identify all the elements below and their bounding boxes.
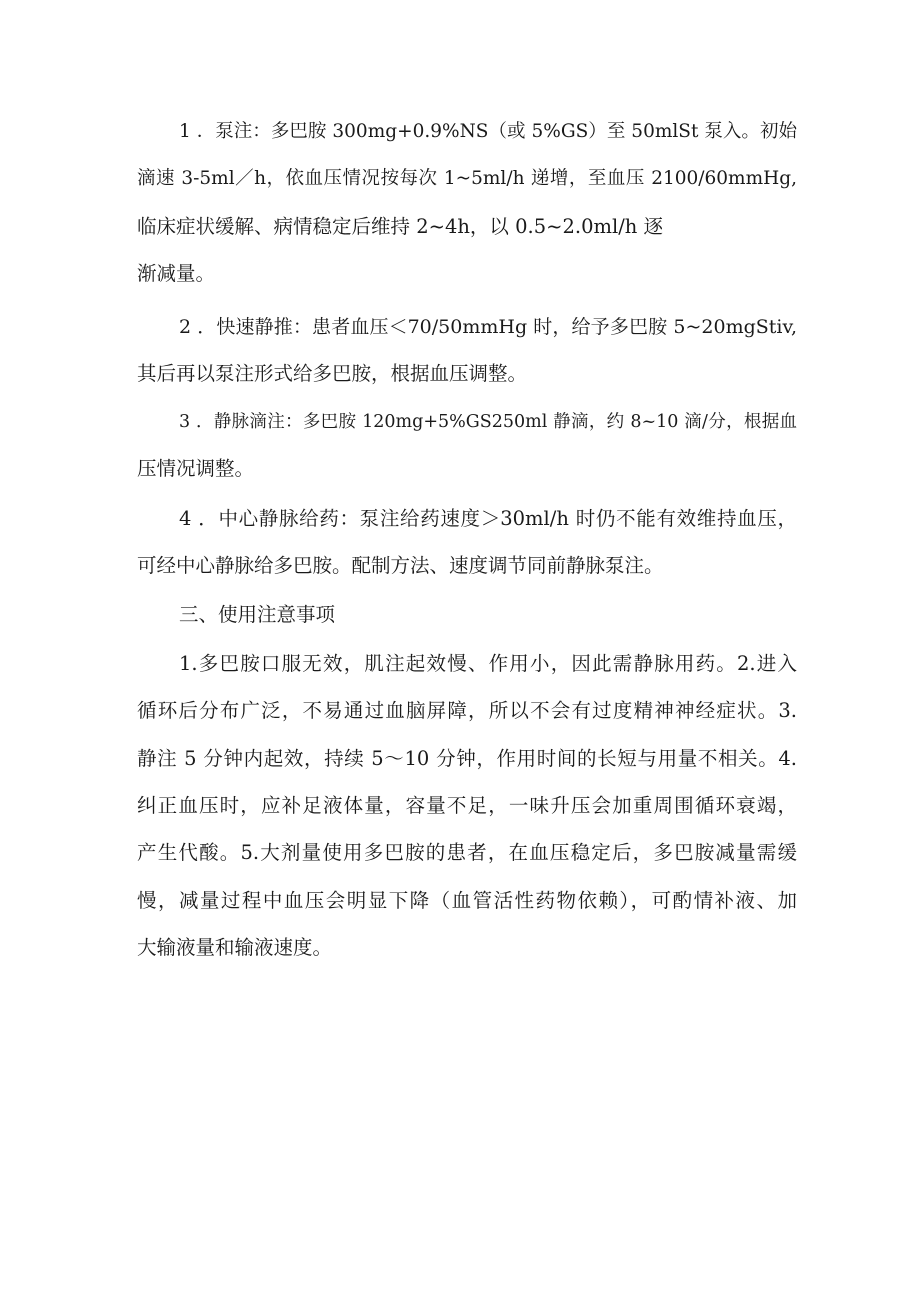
para-pump-line-3: 临床症状缓解、病情稳定后维持 2~4h，以 0.5~2.0ml/h 逐 <box>137 215 664 238</box>
para-drip-line-2: 压情况调整。 <box>137 457 255 480</box>
para-central-line-2: 可经中心静脉给多巴胺。配制方法、速度调节同前静脉泵注。 <box>137 554 664 577</box>
para-central-line-1: 4 ．中心静脉给药：泵注给药速度＞30ml/h 时仍不能有效维持血压， <box>179 507 797 530</box>
para-precautions-line-2: 循环后分布广泛，不易通过血脑屏障，所以不会有过度精神神经症状。3. <box>137 699 797 722</box>
para-pump-line-4: 渐减量。 <box>137 262 216 285</box>
para-precautions-line-7: 大输液量和输液速度。 <box>137 936 333 959</box>
section-heading: 三、使用注意事项 <box>179 603 336 626</box>
para-pump-line-2: 滴速 3-5ml／h，依血压情况按每次 1~5ml/h 递增，至血压 2100/60mmHg, <box>137 168 797 189</box>
para-push-line-2: 其后再以泵注形式给多巴胺，根据血压调整。 <box>137 362 528 385</box>
para-precautions-line-3: 静注 5 分钟内起效，持续 5～10 分钟，作用时间的长短与用量不相关。4. <box>137 747 797 770</box>
para-push-line-1: 2 ．快速静推：患者血压＜70/50mmHg 时，给予多巴胺 5~20mgStiv, <box>179 316 797 338</box>
para-precautions-line-5: 产生代酸。5.大剂量使用多巴胺的患者，在血压稳定后，多巴胺减量需缓 <box>137 841 797 864</box>
para-pump-line-1: 1 ．泵注：多巴胺 300mg+0.9%NS（或 5%GS）至 50mlSt 泵入。初始 <box>179 121 797 142</box>
para-drip-line-1: 3 ．静脉滴注：多巴胺 120mg+5%GS250ml 静滴，约 8~10 滴/分，根据血 <box>179 412 797 432</box>
para-precautions-line-6: 慢，减量过程中血压会明显下降（血管活性药物依赖），可酌情补液、加 <box>137 889 797 912</box>
para-precautions-line-4: 纠正血压时，应补足液体量，容量不足，一味升压会加重周围循环衰竭， <box>137 794 797 817</box>
para-precautions-line-1: 1.多巴胺口服无效，肌注起效慢、作用小，因此需静脉用药。2.进入 <box>179 652 797 675</box>
